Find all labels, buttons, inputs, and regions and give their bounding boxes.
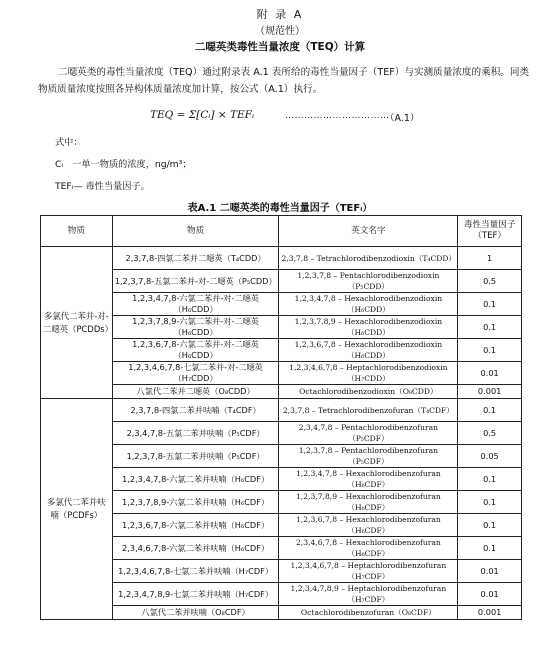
- table-row: [41, 339, 522, 362]
- tef-value-cell: 0.1: [458, 491, 522, 514]
- table-row: [41, 468, 522, 491]
- substance-cn-cell: 2,3,7,8-四氯二苯并二噁英（T₄CDD）: [112, 247, 279, 270]
- tef-value-cell: 1: [458, 247, 522, 270]
- annex-heading: 附 录 A: [256, 8, 304, 21]
- substance-en-cell: 2,3,4,7,8 – Pentachlorodibenzofuran（P₅CDF）: [279, 422, 458, 445]
- substance-en-cell: 1,2,3,7,8 – Pentachlorodibenzodioxin（P₅CDD）: [279, 270, 458, 293]
- header-substance: 物质: [112, 216, 279, 247]
- formula-leader-dots: ……………………………: [285, 111, 390, 121]
- substance-cn-cell: 八氯代二苯并呋喃（O₈CDF）: [112, 606, 279, 620]
- tef-value-cell: 0.01: [458, 583, 522, 606]
- substance-cn-cell: 1,2,3,4,6,7,8-七氯二苯并-对-二噁英（H₇CDD）: [112, 362, 279, 385]
- header-english-name: 英文名字: [279, 216, 458, 247]
- substance-cn-cell: 1,2,3,7,8,9-六氯二苯并呋喃（H₆CDF）: [112, 491, 279, 514]
- table-title: 表A.1 二噁英类的毒性当量因子（TEFᵢ）: [187, 203, 373, 214]
- table-row: [41, 583, 522, 606]
- substance-cn-cell: 1,2,3,4,7,8,9-七氯二苯并呋喃（H₇CDF）: [112, 583, 279, 606]
- substance-cn-cell: 1,2,3,4,7,8-六氯二苯并呋喃（H₆CDF）: [112, 468, 279, 491]
- substance-en-cell: 1,2,3,4,7,8 – Hexachlorodibenzofuran（H₆CDF）: [279, 468, 458, 491]
- substance-en-cell: 1,2,3,7,8 – Pentachlorodibenzofuran（P₅CDF）: [279, 445, 458, 468]
- table-row: [41, 560, 522, 583]
- tef-value-cell: 0.1: [458, 537, 522, 560]
- tef-value-cell: 0.1: [458, 293, 522, 316]
- substance-cn-cell: 1,2,3,7,8-五氯二苯并-对-二噁英（P₅CDD）: [112, 270, 279, 293]
- table-body: [41, 247, 522, 620]
- header-substance-group: 物质: [41, 216, 113, 247]
- substance-cn-cell: 1,2,3,4,7,8-六氯二苯并-对-二噁英（H₆CDD）: [112, 293, 279, 316]
- tef-value-cell: 0.001: [458, 385, 522, 399]
- table-row: [41, 422, 522, 445]
- substance-cn-cell: 2,3,4,6,7,8-六氯二苯并呋喃（H₆CDF）: [112, 537, 279, 560]
- table-row: [41, 385, 522, 399]
- substance-cn-cell: 2,3,7,8-四氯二苯并呋喃（T₄CDF）: [112, 399, 279, 422]
- substance-en-cell: 1,2,3,7,8,9 – Hexachlorodibenzofuran（H₆CDF）: [279, 491, 458, 514]
- normative-label: （规范性）: [255, 26, 305, 37]
- tef-value-cell: 0.5: [458, 270, 522, 293]
- formula-expression: TEQ = Σ[Cᵢ] × TEFᵢ: [150, 109, 255, 121]
- substance-en-cell: Octachlorodibenzofuran（O₈CDF）: [279, 606, 458, 620]
- table-row: [41, 293, 522, 316]
- header-tef: 毒性当量因子（TEF）: [458, 216, 522, 247]
- substance-cn-cell: 1,2,3,7,8,9-六氯二苯并-对-二噁英（H₆CDD）: [112, 316, 279, 339]
- tef-value-cell: 0.1: [458, 399, 522, 422]
- substance-en-cell: 1,2,3,7,8,9 – Hexachlorodibenzodioxin（H₆CDD）: [279, 316, 458, 339]
- table-row: [41, 399, 522, 422]
- substance-en-cell: 1,2,3,4,7,8,9 – Heptachlorodibenzofuran（H₇CDF）: [279, 583, 458, 606]
- tef-value-cell: 0.1: [458, 339, 522, 362]
- tef-value-cell: 0.01: [458, 362, 522, 385]
- tef-value-cell: 0.5: [458, 422, 522, 445]
- substance-en-cell: 1,2,3,4,6,7,8 – Heptachlorodibenzofuran（H₇CDF）: [279, 560, 458, 583]
- table-row: [41, 491, 522, 514]
- substance-cn-cell: 1,2,3,4,6,7,8-七氯二苯并呋喃（H₇CDF）: [112, 560, 279, 583]
- substance-en-cell: 1,2,3,6,7,8 – Hexachlorodibenzofuran（H₆CDF）: [279, 514, 458, 537]
- substance-en-cell: 1,2,3,6,7,8 – Hexachlorodibenzodioxin（H₆CDD）: [279, 339, 458, 362]
- table-row: [41, 247, 522, 270]
- substance-en-cell: 2,3,7,8 – Tetrachlorodibenzofuran（T₄CDF）: [279, 399, 458, 422]
- tef-value-cell: 0.1: [458, 468, 522, 491]
- substance-group-cell: 多氯代二苯并呋喃（PCDFs）: [41, 399, 113, 620]
- substance-en-cell: 2,3,7,8 – Tetrachlorodibenzodioxin（T₄CDD）: [279, 247, 458, 270]
- where-label: 式中：: [55, 137, 83, 148]
- substance-group-cell: 多氯代二苯并-对-二噁英（PCDDs）: [41, 247, 113, 399]
- section-title: 二噁英类毒性当量浓度（TEQ）计算: [194, 41, 366, 53]
- table-row: [41, 537, 522, 560]
- substance-en-cell: 1,2,3,4,7,8 – Hexachlorodibenzodioxin（H₆CDD）: [279, 293, 458, 316]
- table-row: [41, 606, 522, 620]
- substance-en-cell: 2,3,4,6,7,8 – Hexachlorodibenzofuran（H₆CDF）: [279, 537, 458, 560]
- definition-tefi: TEFᵢ— 毒性当量因子。: [55, 181, 150, 192]
- substance-cn-cell: 1,2,3,6,7,8-六氯二苯并呋喃（H₆CDF）: [112, 514, 279, 537]
- intro-paragraph: 二噁英类的毒性当量浓度（TEQ）通过附录表 A.1 表所给的毒性当量因子（TEF）与实测质量浓度的乘积。同类物质质量浓度按照各异构体质量浓度加计算，按公式（A.1）执行。: [38, 67, 530, 95]
- substance-en-cell: Octachlorodibenzodioxin（O₈CDD）: [279, 385, 458, 399]
- tef-value-cell: 0.001: [458, 606, 522, 620]
- formula-number: （A.1）: [385, 113, 420, 124]
- substance-cn-cell: 1,2,3,6,7,8-六氯二苯并-对-二噁英（H₆CDD）: [112, 339, 279, 362]
- substance-cn-cell: 八氯代二苯并二噁英（O₈CDD）: [112, 385, 279, 399]
- tef-value-cell: 0.01: [458, 560, 522, 583]
- tef-value-cell: 0.1: [458, 316, 522, 339]
- tef-table: [40, 215, 522, 620]
- tef-value-cell: 0.1: [458, 514, 522, 537]
- table-row: [41, 445, 522, 468]
- table-row: [41, 362, 522, 385]
- tef-value-cell: 0.05: [458, 445, 522, 468]
- substance-cn-cell: 2,3,4,7,8-五氯二苯并呋喃（P₅CDF）: [112, 422, 279, 445]
- substance-cn-cell: 1,2,3,7,8-五氯二苯并呋喃（P₅CDF）: [112, 445, 279, 468]
- table-row: [41, 270, 522, 293]
- table-header-row: [41, 216, 522, 247]
- substance-en-cell: 1,2,3,4,6,7,8 – Heptachlorodibenzodioxin（H₇CDD）: [279, 362, 458, 385]
- definition-ci: Cᵢ 一单一物质的浓度，ng/m³；: [55, 159, 192, 170]
- table-row: [41, 514, 522, 537]
